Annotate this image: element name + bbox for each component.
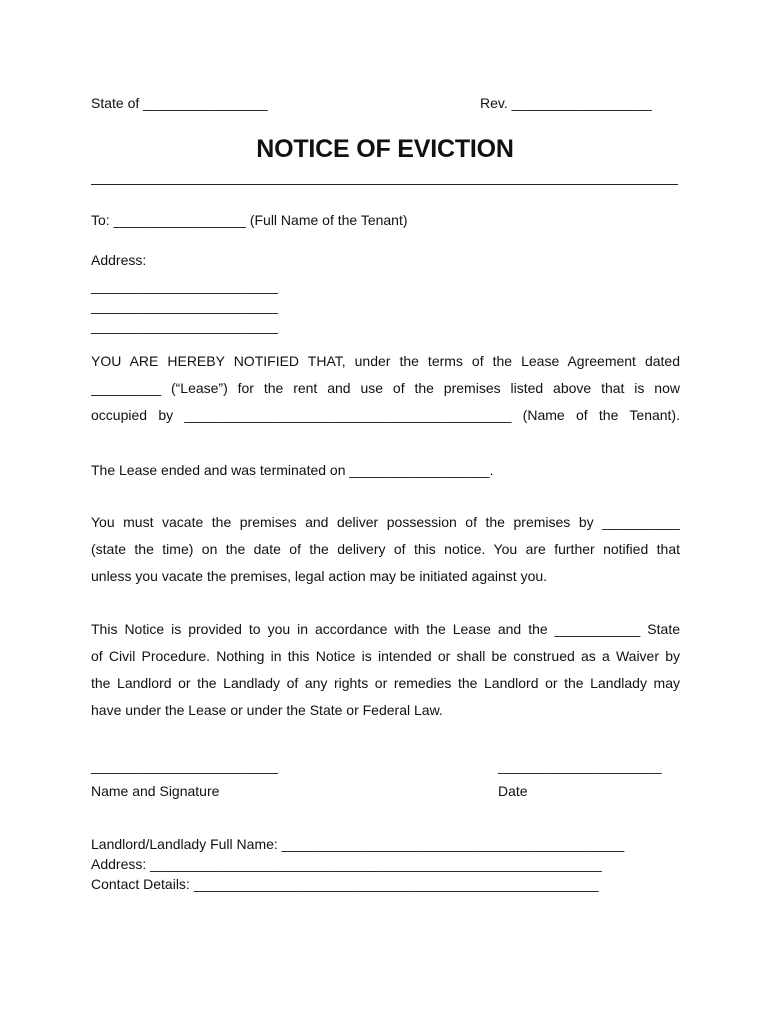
vacate-line-2: (state the time) on the date of the delivery of this notice. You are further notified that [91, 541, 680, 557]
vacate-line-3: unless you vacate the premises, legal action may be initiated against you. [91, 568, 548, 584]
landlord-contact-field: Contact Details: ____________________________________________________ [91, 876, 599, 892]
vacate-line-1: You must vacate the premises and deliver possession of the premises by __________ [91, 514, 680, 530]
lease-ended-line: The Lease ended and was terminated on __________________. [91, 462, 494, 478]
accordance-line-2: of Civil Procedure. Nothing in this Notice is intended or shall be construed as a Waiver by [91, 648, 680, 664]
accordance-paragraph [91, 616, 680, 724]
title-divider [91, 184, 678, 185]
accordance-line-3: the Landlord or the Landlady of any rights or remedies the Landlord or the Landlady may [91, 675, 680, 691]
address-line-2: ________________________ [91, 298, 278, 314]
notice-paragraph [91, 348, 680, 429]
date-label: Date [498, 783, 528, 799]
state-of-field: State of ________________ [91, 95, 268, 111]
tenant-name-field: To: _________________ (Full Name of the Tenant) [91, 212, 408, 228]
signature-line: ________________________ [91, 758, 278, 774]
address-line-3: ________________________ [91, 318, 278, 334]
notice-line-1: YOU ARE HEREBY NOTIFIED THAT, under the terms of the Lease Agreement dated [91, 353, 680, 369]
date-line: _____________________ [498, 758, 662, 774]
notice-line-3: occupied by __________________________________________ (Name of the Tenant). [91, 407, 680, 423]
notice-line-2: _________ (“Lease”) for the rent and use of the premises listed above that is now [91, 380, 680, 396]
landlord-name-field: Landlord/Landlady Full Name: ____________________________________________ [91, 836, 625, 852]
address-label: Address: [91, 252, 147, 268]
landlord-address-field: Address: __________________________________________________________ [91, 856, 602, 872]
address-line-1: ________________________ [91, 278, 278, 294]
vacate-paragraph [91, 509, 680, 590]
accordance-line-4: have under the Lease or under the State or Federal Law. [91, 702, 443, 718]
document-title: NOTICE OF EVICTION [256, 135, 514, 163]
revision-field: Rev. __________________ [480, 95, 652, 111]
accordance-line-1: This Notice is provided to you in accordance with the Lease and the ___________ State [91, 621, 680, 637]
signature-label: Name and Signature [91, 783, 220, 799]
